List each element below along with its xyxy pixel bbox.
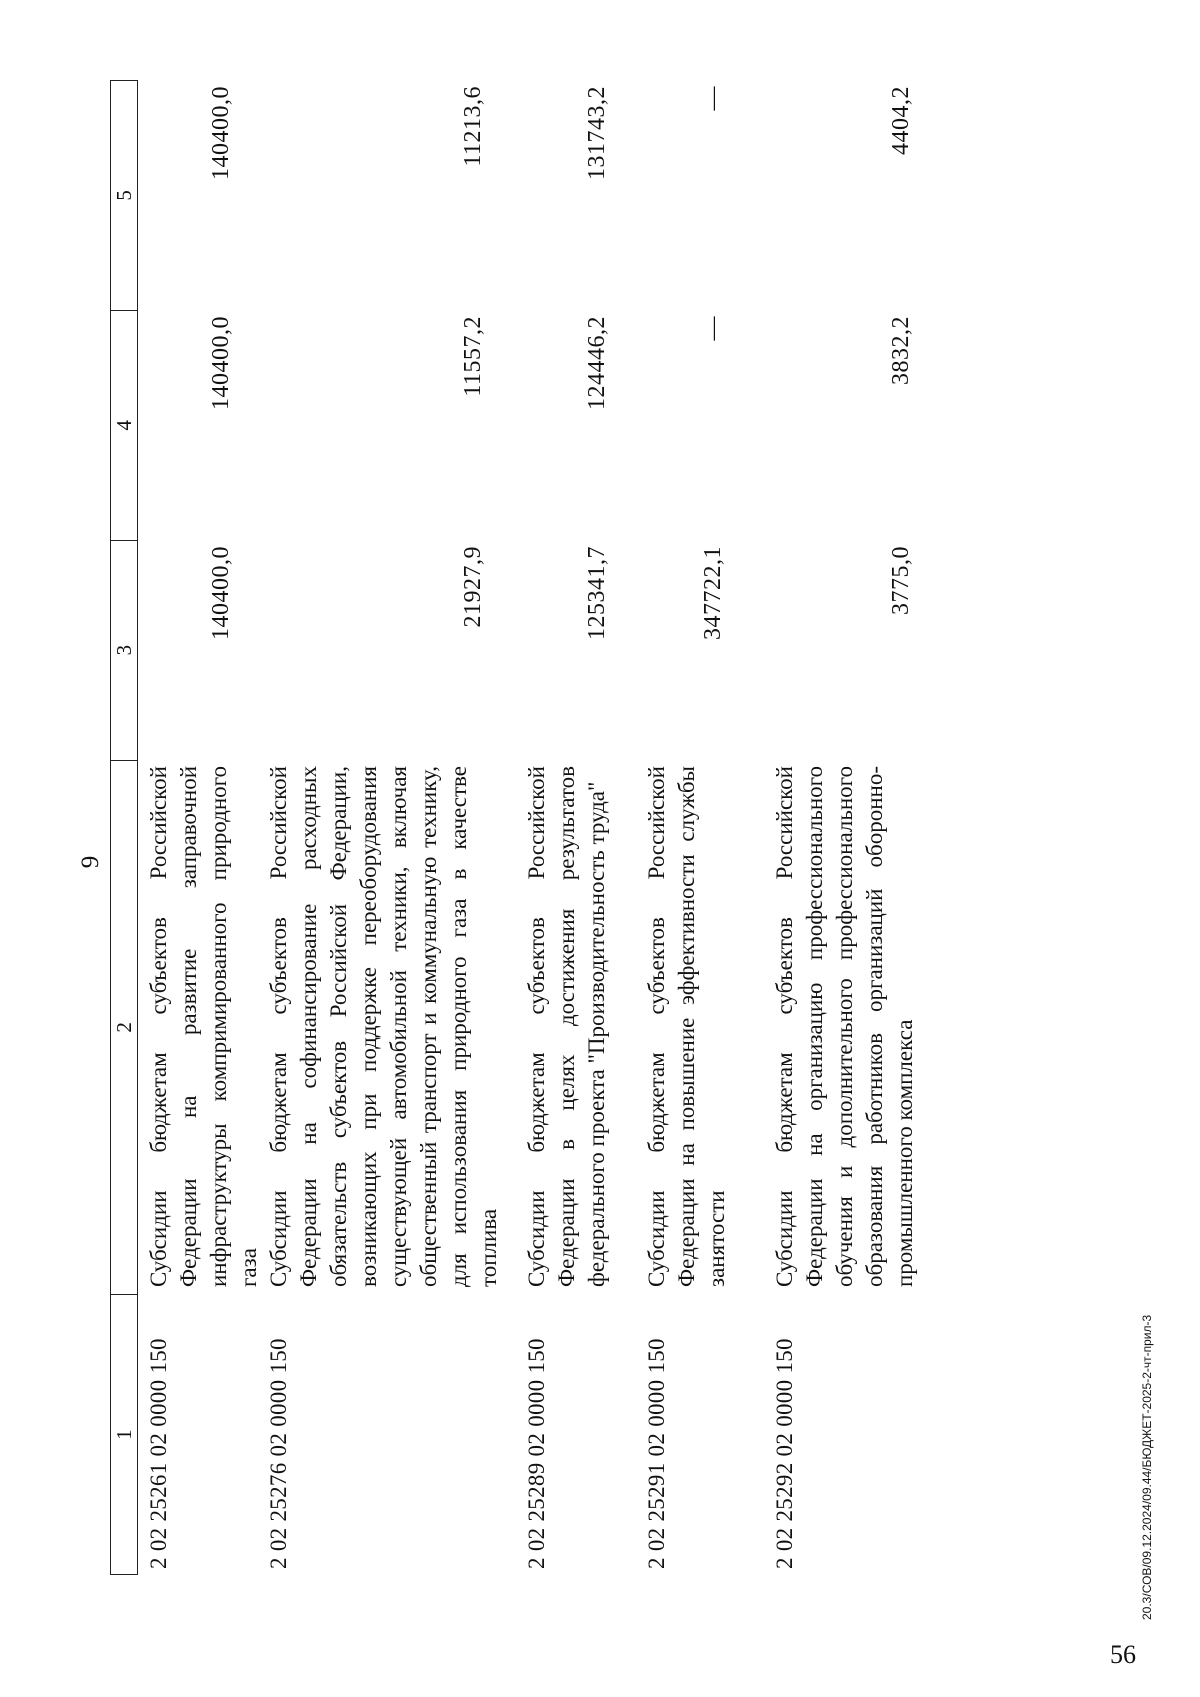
row-value-col3: 347722,1: [700, 546, 726, 640]
row-code: 2 02 25289 02 0000 150: [524, 1338, 549, 1569]
row-value-col3: 125341,7: [584, 546, 610, 640]
row-description: Субсидии бюджетам субъектов Российской Федерации в целях достижения результатов федерального проекта "Производительность труда": [524, 766, 609, 1287]
table-row: [142, 80, 262, 1575]
header-col-4: 4: [111, 310, 137, 540]
row-description: Субсидии бюджетам субъектов Российской Федерации на софинансирование расходных обязательств субъектов Российской Федерации, возникающих при поддержке переоборудования существующей автомобильной техники, включая общественный транспорт и коммунальную технику, для использования природного газа в качестве топлива: [266, 766, 501, 1287]
page-number: 9: [77, 855, 104, 869]
row-description: Субсидии бюджетам субъектов Российской Федерации на организацию профессионального обучения и дополнительного профессионального образования работников организаций оборонно-промышленного комплекса: [772, 766, 917, 1287]
header-col-3: 3: [111, 540, 137, 760]
footer-page-number: 56: [1110, 1640, 1136, 1669]
row-value-col4: 3832,2: [888, 316, 914, 385]
row-code: 2 02 25292 02 0000 150: [772, 1338, 797, 1569]
row-value-col3: 3775,0: [888, 546, 914, 615]
row-code: 2 02 25291 02 0000 150: [644, 1338, 669, 1569]
row-code: 2 02 25261 02 0000 150: [146, 1338, 171, 1569]
row-value-col5: 140400,0: [208, 86, 234, 180]
row-value-col5: 11213,6: [460, 86, 486, 167]
row-description: Субсидии бюджетам субъектов Российской Федерации на повышение эффективности службы занятости: [644, 766, 729, 1287]
row-value-col4: 124446,2: [584, 316, 610, 410]
header-col-5: 5: [111, 80, 137, 310]
table-row: [640, 80, 768, 1575]
row-value-col4: —: [700, 316, 726, 341]
row-description: Субсидии бюджетам субъектов Российской Федерации на развитие заправочной инфраструктуры компримированного природного газа: [146, 766, 261, 1287]
row-value-col5: —: [700, 86, 726, 111]
table-header-row: [110, 80, 138, 1575]
header-col-2: 2: [111, 760, 137, 1295]
table-row: [768, 80, 938, 1575]
table-row: [520, 80, 640, 1575]
budget-table: [110, 80, 1045, 1575]
row-value-col4: 11557,2: [460, 316, 486, 397]
row-value-col4: 140400,0: [208, 316, 234, 410]
row-value-col5: 131743,2: [584, 86, 610, 180]
header-col-1: 1: [111, 1294, 137, 1574]
row-value-col3: 140400,0: [208, 546, 234, 640]
document-stamp: 20.3/СОВ/09.12.2024/09.44/БЮДЖЕТ-2025-2-чт-прил-3: [1140, 1314, 1154, 1620]
row-value-col5: 4404,2: [888, 86, 914, 155]
table-row: [262, 80, 520, 1575]
row-value-col3: 21927,9: [460, 546, 486, 628]
row-code: 2 02 25276 02 0000 150: [266, 1338, 291, 1569]
